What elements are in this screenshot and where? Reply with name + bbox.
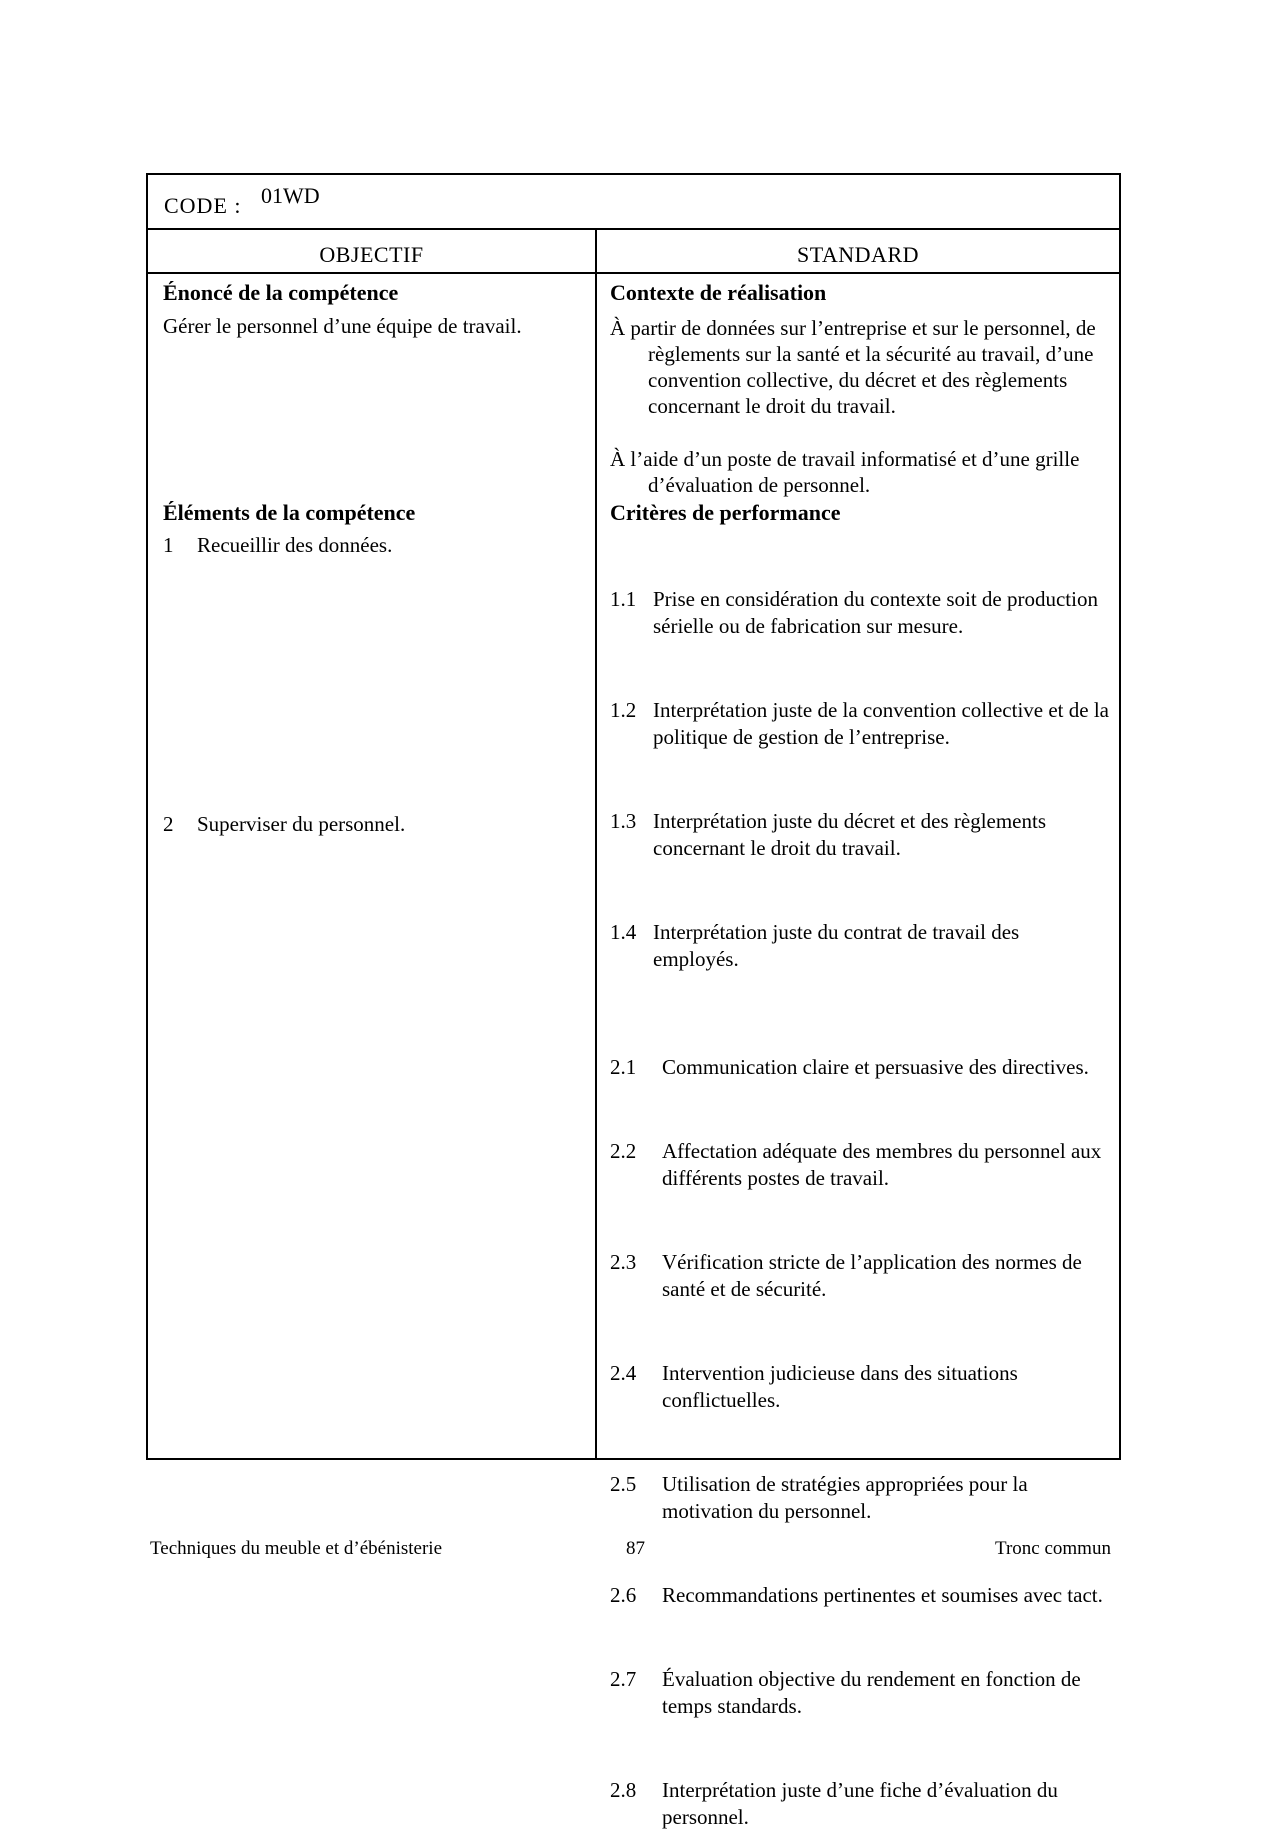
elements-title: Éléments de la compétence xyxy=(163,500,416,525)
code-label: CODE : xyxy=(164,193,242,218)
critere-text: Interprétation juste de la convention collective et de la politique de gestion de l’entreprise. xyxy=(653,698,1109,749)
page-number: 87 xyxy=(626,1538,645,1559)
critere-text: Évaluation objective du rendement en fonction de temps standards. xyxy=(662,1667,1081,1718)
critere-text: Communication claire et persuasive des directives. xyxy=(662,1055,1089,1079)
column-divider xyxy=(595,230,597,1460)
contexte-title: Contexte de réalisation xyxy=(610,280,827,305)
critere-text: Vérification stricte de l’application des normes de santé et de sécurité. xyxy=(662,1250,1082,1301)
critere-text: Interprétation juste du contrat de travail des employés. xyxy=(653,920,1020,971)
element-item xyxy=(163,811,588,838)
critere-number: 1.4 xyxy=(610,920,637,944)
critere-number: 1.3 xyxy=(610,809,637,833)
critere-item xyxy=(610,1054,1110,1081)
critere-number: 1.2 xyxy=(610,698,637,722)
element-number: 2 xyxy=(163,812,174,836)
enonce-title: Énoncé de la compétence xyxy=(163,280,399,305)
critere-item xyxy=(610,1471,1110,1525)
critere-item xyxy=(610,1777,1110,1831)
critere-item xyxy=(610,808,1110,862)
critere-number: 1.1 xyxy=(610,587,637,611)
critere-item xyxy=(610,1666,1110,1720)
critere-number: 2.1 xyxy=(610,1055,637,1079)
footer-section: Tronc commun xyxy=(995,1538,1111,1559)
critere-number: 2.8 xyxy=(610,1778,637,1802)
element-text: Superviser du personnel. xyxy=(197,812,406,836)
code-value: 01WD xyxy=(261,183,320,208)
critere-text: Utilisation de stratégies appropriées pour la motivation du personnel. xyxy=(662,1472,1028,1523)
critere-text: Prise en considération du contexte soit de production sérielle ou de fabrication sur mesure. xyxy=(653,587,1098,638)
critere-text: Intervention judicieuse dans des situations conflictuelles. xyxy=(662,1361,1018,1412)
critere-number: 2.6 xyxy=(610,1583,637,1607)
standard-header: STANDARD xyxy=(796,242,920,267)
critere-number: 2.3 xyxy=(610,1250,637,1274)
element-number: 1 xyxy=(163,533,174,557)
critere-text: Recommandations pertinentes et soumises avec tact. xyxy=(662,1583,1103,1607)
contexte-paragraph: À l’aide d’un poste de travail informatisé et d’une grille d’évaluation de personnel. xyxy=(610,447,1080,497)
critere-item xyxy=(610,1582,1110,1609)
footer-title: Techniques du meuble et d’ébénisterie xyxy=(150,1538,443,1559)
element-text: Recueillir des données. xyxy=(197,533,393,557)
critere-number: 2.4 xyxy=(610,1361,637,1385)
critere-item xyxy=(610,586,1110,640)
critere-item xyxy=(610,1360,1110,1414)
critere-item xyxy=(610,1249,1110,1303)
critere-number: 2.2 xyxy=(610,1139,637,1163)
critere-text: Interprétation juste d’une fiche d’évaluation du personnel. xyxy=(662,1778,1058,1829)
code-row xyxy=(148,175,1119,230)
critere-text: Affectation adéquate des membres du personnel aux différents postes de travail. xyxy=(662,1139,1102,1190)
critere-number: 2.7 xyxy=(610,1667,637,1691)
critere-number: 2.5 xyxy=(610,1472,637,1496)
header-row xyxy=(148,230,1119,274)
objectif-header: OBJECTIF xyxy=(319,242,424,267)
enonce-text: Gérer le personnel d’une équipe de travail. xyxy=(163,314,522,338)
critere-item xyxy=(610,697,1110,751)
critere-text: Interprétation juste du décret et des règlements concernant le droit du travail. xyxy=(653,809,1047,860)
element-item xyxy=(163,532,588,559)
criteres-title: Critères de performance xyxy=(610,500,841,525)
contexte-paragraph: À partir de données sur l’entreprise et sur le personnel, de règlements sur la santé et la sécurité au travail, d’une convention collective, du décret et des règlements concernant le droit du travail. xyxy=(610,316,1096,418)
critere-item xyxy=(610,1138,1110,1192)
critere-item xyxy=(610,919,1110,973)
